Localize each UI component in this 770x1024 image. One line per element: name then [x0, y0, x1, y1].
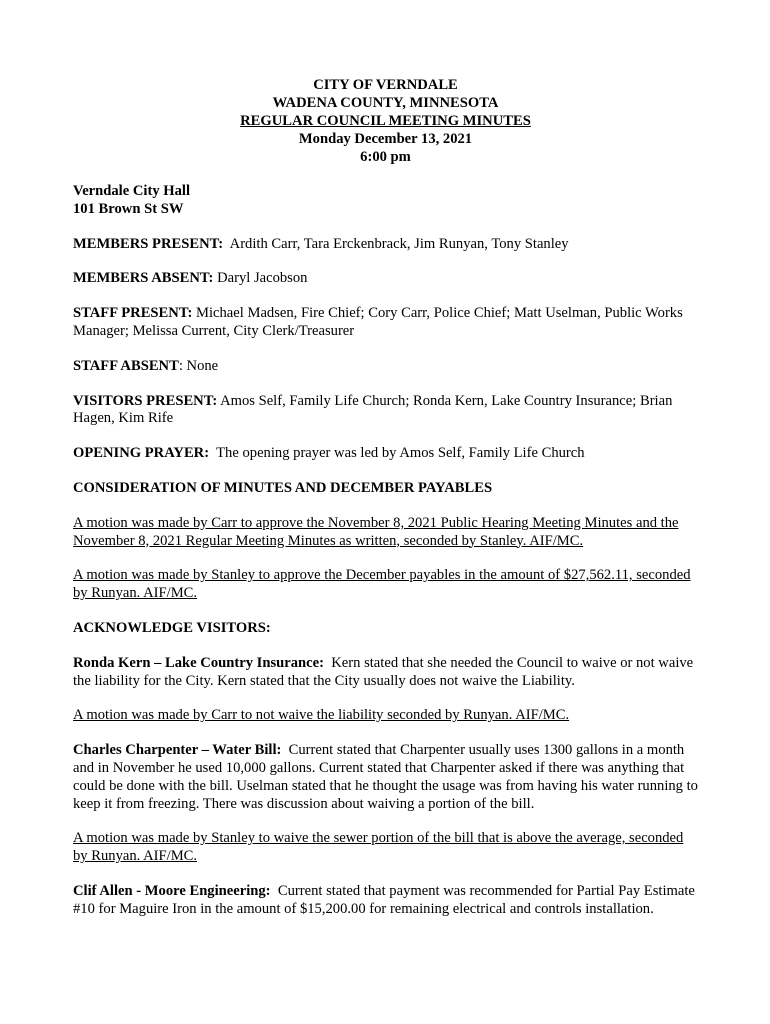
- visitor-allen-text: Current stated that payment was recommended for Partial Pay Estimate #10 for Maguire Iron in the amount of $15,200.00 for remaining electrical and controls installation.: [73, 882, 695, 917]
- visitor-charpenter: [73, 742, 698, 813]
- location-name: Verndale City Hall: [73, 183, 191, 199]
- city-name: CITY OF VERNDALE: [313, 77, 458, 93]
- visitors-present-text: Amos Self, Family Life Church; Ronda Kern, Lake Country Insurance; Brian Hagen, Kim Rife: [73, 392, 673, 427]
- opening-prayer-label: OPENING PRAYER:: [73, 445, 210, 462]
- meeting-location: [73, 183, 698, 219]
- motion-payables: A motion was made by Stanley to approve the December payables in the amount of $27,562.11, seconded by Runyan. AIF/MC.: [73, 567, 691, 602]
- location-address: 101 Brown St SW: [73, 200, 184, 217]
- visitor-allen: [73, 883, 698, 919]
- visitors-present-label: VISITORS PRESENT:: [73, 392, 218, 409]
- motion-liability: A motion was made by Carr to not waive the liability seconded by Runyan. AIF/MC.: [73, 707, 570, 724]
- members-present-label: MEMBERS PRESENT:: [73, 235, 224, 252]
- visitor-kern-text: Kern stated that she needed the Council to waive or not waive the liability for the City. Kern stated that the City usually does not waive the Liability.: [73, 654, 694, 689]
- members-absent: [73, 270, 698, 288]
- document-title: REGULAR COUNCIL MEETING MINUTES: [240, 113, 531, 129]
- staff-present: [73, 305, 698, 341]
- document-header: [73, 76, 698, 166]
- staff-absent-text: : None: [178, 357, 219, 374]
- meeting-time: 6:00 pm: [360, 149, 411, 165]
- motion-minutes: A motion was made by Carr to approve the November 8, 2021 Public Hearing Meeting Minutes and the November 8, 2021 Regular Meeting Minutes as written, seconded by Stanley. AIF/MC.: [73, 514, 679, 549]
- section-heading-acknowledge: ACKNOWLEDGE VISITORS:: [73, 619, 271, 636]
- opening-prayer-text: The opening prayer was led by Amos Self, Family Life Church: [216, 445, 585, 462]
- county-state: WADENA COUNTY, MINNESOTA: [272, 95, 499, 111]
- visitor-kern: [73, 655, 698, 691]
- visitor-charpenter-label: Charles Charpenter – Water Bill:: [73, 742, 282, 759]
- staff-absent-label: STAFF ABSENT: [73, 357, 179, 374]
- motion-sewer: A motion was made by Stanley to waive the sewer portion of the bill that is above the average, seconded by Runyan. AIF/MC.: [73, 830, 684, 865]
- section-heading-consideration: CONSIDERATION OF MINUTES AND DECEMBER PAYABLES: [73, 479, 493, 496]
- visitor-kern-label: Ronda Kern – Lake Country Insurance:: [73, 654, 324, 671]
- opening-prayer: [73, 445, 698, 463]
- members-absent-label: MEMBERS ABSENT:: [73, 270, 214, 287]
- members-absent-text: Daryl Jacobson: [217, 270, 308, 287]
- members-present-text: Ardith Carr, Tara Erckenbrack, Jim Runyan, Tony Stanley: [229, 235, 569, 252]
- members-present: [73, 236, 698, 254]
- staff-absent: [73, 358, 698, 376]
- staff-present-text: Michael Madsen, Fire Chief; Cory Carr, Police Chief; Matt Uselman, Public Works Manager; Melissa Current, City Clerk/Treasurer: [73, 305, 683, 339]
- visitor-charpenter-text: Current stated that Charpenter usually uses 1300 gallons in a month and in November he used 10,000 gallons. Current stated that Charpenter asked if there was anything that could be done with the bill. Uselman stated that he thought the usage was from having his water running to keep it from freezing. There was discussion about waiving a portion of the bill.: [73, 742, 698, 812]
- staff-present-label: STAFF PRESENT:: [73, 305, 193, 322]
- visitors-present: [73, 393, 698, 429]
- meeting-date: Monday December 13, 2021: [298, 131, 473, 147]
- visitor-allen-label: Clif Allen - Moore Engineering:: [73, 882, 271, 899]
